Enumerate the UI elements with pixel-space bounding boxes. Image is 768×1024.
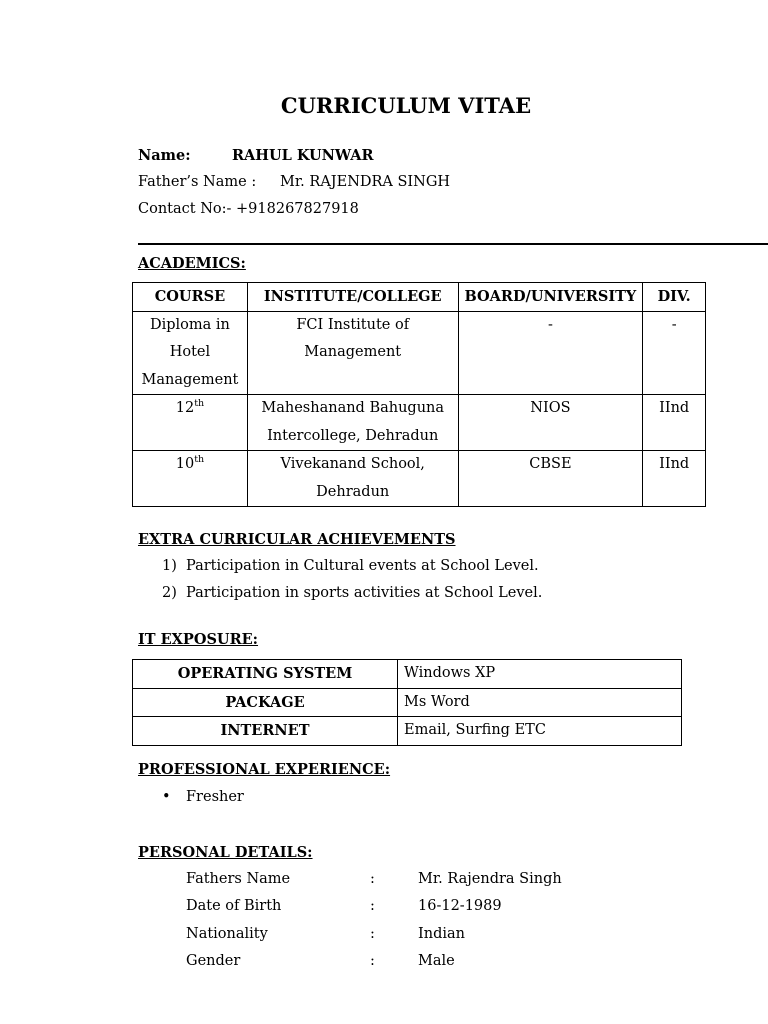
academics-table bbox=[132, 282, 706, 507]
board-cell: CBSE bbox=[458, 451, 643, 507]
it-value: Ms Word bbox=[398, 688, 682, 717]
course-cell: 12th bbox=[133, 395, 248, 451]
personal-separator: : bbox=[370, 953, 375, 969]
personal-label: Date of Birth bbox=[186, 898, 282, 914]
father-label: Father’s Name : bbox=[138, 174, 257, 190]
it-value: Windows XP bbox=[398, 660, 682, 689]
board-cell: NIOS bbox=[458, 395, 643, 451]
experience-item: Fresher bbox=[186, 789, 244, 805]
name-label: Name: bbox=[138, 147, 191, 164]
table-row bbox=[133, 451, 706, 507]
list-text: Participation in sports activities at School Level. bbox=[186, 585, 543, 601]
academics-heading: ACADEMICS: bbox=[138, 255, 246, 272]
table-row bbox=[133, 395, 706, 451]
board-cell: - bbox=[458, 311, 643, 395]
it-table bbox=[132, 659, 682, 746]
contact-line bbox=[138, 201, 359, 217]
institute-cell: Vivekanand School, Dehradun bbox=[247, 451, 458, 507]
personal-value: 16-12-1989 bbox=[418, 898, 502, 914]
list-text: Participation in Cultural events at School Level. bbox=[186, 558, 539, 574]
list-item bbox=[162, 789, 244, 805]
list-marker: 1) bbox=[162, 558, 177, 574]
document-title: CURRICULUM VITAE bbox=[280, 93, 532, 118]
personal-value: Male bbox=[418, 953, 455, 969]
personal-label: Gender bbox=[186, 953, 241, 969]
personal-value: Indian bbox=[418, 926, 465, 942]
divider bbox=[138, 243, 768, 245]
it-key: OPERATING SYSTEM bbox=[133, 660, 398, 689]
extra-heading: EXTRA CURRICULAR ACHIEVEMENTS bbox=[138, 531, 456, 548]
column-header: DIV. bbox=[643, 283, 706, 312]
personal-value: Mr. Rajendra Singh bbox=[418, 871, 562, 887]
table-header-row bbox=[133, 283, 706, 312]
list-marker: 2) bbox=[162, 585, 177, 601]
contact-label: Contact No:- bbox=[138, 201, 232, 217]
it-value: Email, Surfing ETC bbox=[398, 717, 682, 746]
personal-separator: : bbox=[370, 926, 375, 942]
it-key: PACKAGE bbox=[133, 688, 398, 717]
contact-value: +918267827918 bbox=[236, 201, 359, 217]
div-cell: IInd bbox=[643, 451, 706, 507]
institute-cell: FCI Institute of Management bbox=[247, 311, 458, 395]
personal-heading: PERSONAL DETAILS: bbox=[138, 844, 313, 861]
list-item bbox=[162, 558, 539, 574]
it-key: INTERNET bbox=[133, 717, 398, 746]
div-cell: - bbox=[643, 311, 706, 395]
list-item bbox=[162, 585, 542, 601]
course-cell: Diploma in Hotel Management bbox=[133, 311, 248, 395]
personal-label: Fathers Name bbox=[186, 871, 291, 887]
it-heading: IT EXPOSURE: bbox=[138, 631, 259, 648]
table-row bbox=[133, 717, 682, 746]
course-cell: 10th bbox=[133, 451, 248, 507]
father-value: Mr. RAJENDRA SINGH bbox=[280, 174, 451, 190]
experience-heading: PROFESSIONAL EXPERIENCE: bbox=[138, 761, 391, 778]
institute-cell: Maheshanand Bahuguna Intercollege, Dehradun bbox=[247, 395, 458, 451]
personal-separator: : bbox=[370, 898, 375, 914]
personal-separator: : bbox=[370, 871, 375, 887]
column-header: BOARD/UNIVERSITY bbox=[458, 283, 643, 312]
table-row bbox=[133, 688, 682, 717]
name-value: RAHUL KUNWAR bbox=[232, 147, 374, 164]
div-cell: IInd bbox=[643, 395, 706, 451]
personal-label: Nationality bbox=[186, 926, 268, 942]
column-header: COURSE bbox=[133, 283, 248, 312]
table-row bbox=[133, 660, 682, 689]
bullet-icon: • bbox=[162, 789, 171, 805]
table-row bbox=[133, 311, 706, 395]
column-header: INSTITUTE/COLLEGE bbox=[247, 283, 458, 312]
